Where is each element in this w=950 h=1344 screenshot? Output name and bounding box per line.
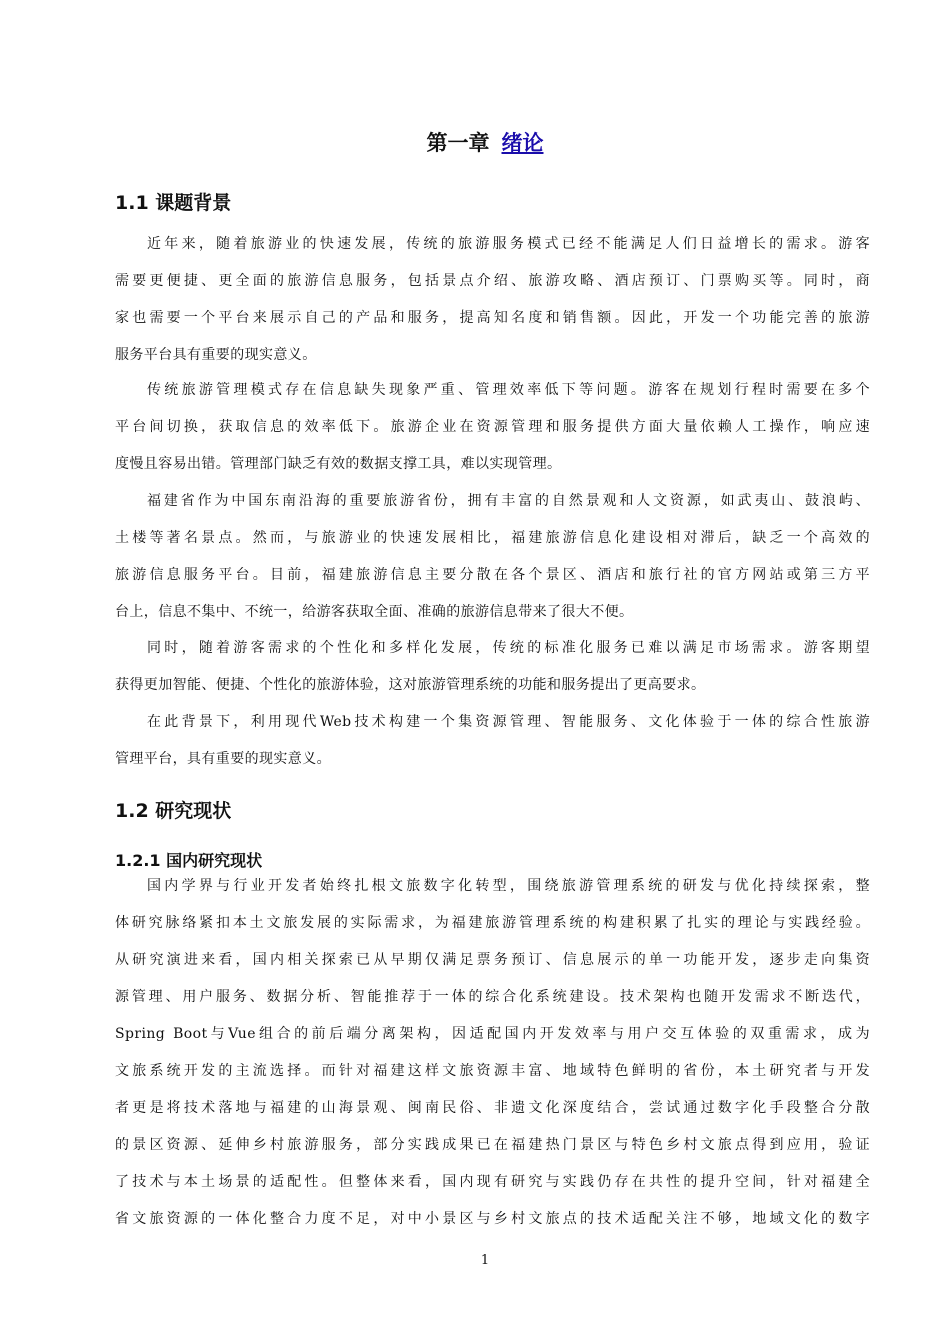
paragraph-line: 管理平台，具有重要的现实意义。 (115, 751, 331, 767)
page-number: 1 (480, 1253, 490, 1268)
paragraph-5 (115, 704, 870, 778)
paragraph-line: 源管理、用户服务、数据分析、智能推荐于一体的综合化系统建设。技术架构也随开发需求不断迭代， (115, 989, 870, 1005)
section-heading-1-1: 1.1 课题背景 (115, 192, 232, 214)
paragraph-line: 获得更加智能、便捷、个性化的旅游体验，这对旅游管理系统的功能和服务提出了更高要求。 (115, 677, 706, 693)
paragraph-line: 福建省作为中国东南沿海的重要旅游省份，拥有丰富的自然景观和人文资源，如武夷山、鼓浪屿、 (147, 493, 870, 509)
section-heading-1-2: 1.2 研究现状 (115, 800, 232, 822)
paragraph-line: 近年来，随着旅游业的快速发展，传统的旅游服务模式已经不能满足人们日益增长的需求。游客 (147, 236, 870, 252)
paragraph-line: 者更是将技术落地与福建的山海景观、闽南民俗、非遗文化深度结合，尝试通过数字化手段整合分散 (115, 1100, 870, 1116)
paragraph-line: 在此背景下，利用现代Web技术构建一个集资源管理、智能服务、文化体验于一体的综合性旅游 (147, 714, 870, 730)
paragraph-line: 同时，随着游客需求的个性化和多样化发展，传统的标准化服务已难以满足市场需求。游客期望 (147, 640, 870, 656)
paragraph-line: 了技术与本土场景的适配性。但整体来看，国内现有研究与实践仍存在共性的提升空间，针对福建全 (115, 1174, 870, 1190)
paragraph-line: Spring Boot与Vue组合的前后端分离架构，因适配国内开发效率与用户交互体验的双重需求，成为 (115, 1026, 870, 1042)
chapter-title-link[interactable]: 绪论 (501, 131, 544, 155)
paragraph-line: 台上，信息不集中、不统一，给游客获取全面、准确的旅游信息带来了很大不便。 (115, 604, 634, 620)
paragraph-line: 土楼等著名景点。然而，与旅游业的快速发展相比，福建旅游信息化建设相对滞后，缺乏一个高效的 (115, 530, 870, 546)
paragraph-line: 省文旅资源的一体化整合力度不足，对中小景区与乡村文旅点的技术适配关注不够，地域文化的数字 (115, 1211, 870, 1227)
paragraph-line: 需要更便捷、更全面的旅游信息服务，包括景点介绍、旅游攻略、酒店预订、门票购买等。同时，商 (115, 273, 870, 289)
paragraph-line: 的景区资源、延伸乡村旅游服务，部分实践成果已在福建热门景区与特色乡村文旅点得到应用，验证 (115, 1137, 870, 1153)
paragraph-4 (115, 630, 870, 704)
paragraph-line: 平台间切换，获取信息的效率低下。旅游企业在资源管理和服务提供方面大量依赖人工操作，响应速 (115, 419, 870, 435)
paragraph-line: 度慢且容易出错。管理部门缺乏有效的数据支撑工具，难以实现管理。 (115, 456, 562, 472)
chapter-number: 第一章 (426, 131, 490, 155)
paragraph-3 (115, 483, 870, 631)
chapter-title (0, 126, 950, 160)
paragraph-line: 服务平台具有重要的现实意义。 (115, 347, 317, 363)
paragraph-line: 文旅系统开发的主流选择。而针对福建这样文旅资源丰富、地域特色鲜明的省份，本土研究者与开发 (115, 1063, 870, 1079)
paragraph-line: 国内学界与行业开发者始终扎根文旅数字化转型，围绕旅游管理系统的研发与优化持续探索，整 (147, 878, 870, 894)
paragraph-line: 家也需要一个平台来展示自己的产品和服务，提高知名度和销售额。因此，开发一个功能完善的旅游 (115, 310, 870, 326)
paragraph-2 (115, 372, 870, 483)
paragraph-line: 传统旅游管理模式存在信息缺失现象严重、管理效率低下等问题。游客在规划行程时需要在多个 (147, 382, 870, 398)
paragraph-line: 从研究演进来看，国内相关探索已从早期仅满足票务预订、信息展示的单一功能开发，逐步走向集资 (115, 952, 870, 968)
subsection-heading-1-2-1: 1.2.1 国内研究现状 (115, 851, 263, 870)
paragraph-line: 体研究脉络紧扣本土文旅发展的实际需求，为福建旅游管理系统的构建积累了扎实的理论与实践经验。 (115, 915, 870, 931)
paragraph-1 (115, 226, 870, 374)
paragraph-domestic-research (115, 868, 870, 1238)
paragraph-line: 旅游信息服务平台。目前，福建旅游信息主要分散在各个景区、酒店和旅行社的官方网站或第三方平 (115, 567, 870, 583)
